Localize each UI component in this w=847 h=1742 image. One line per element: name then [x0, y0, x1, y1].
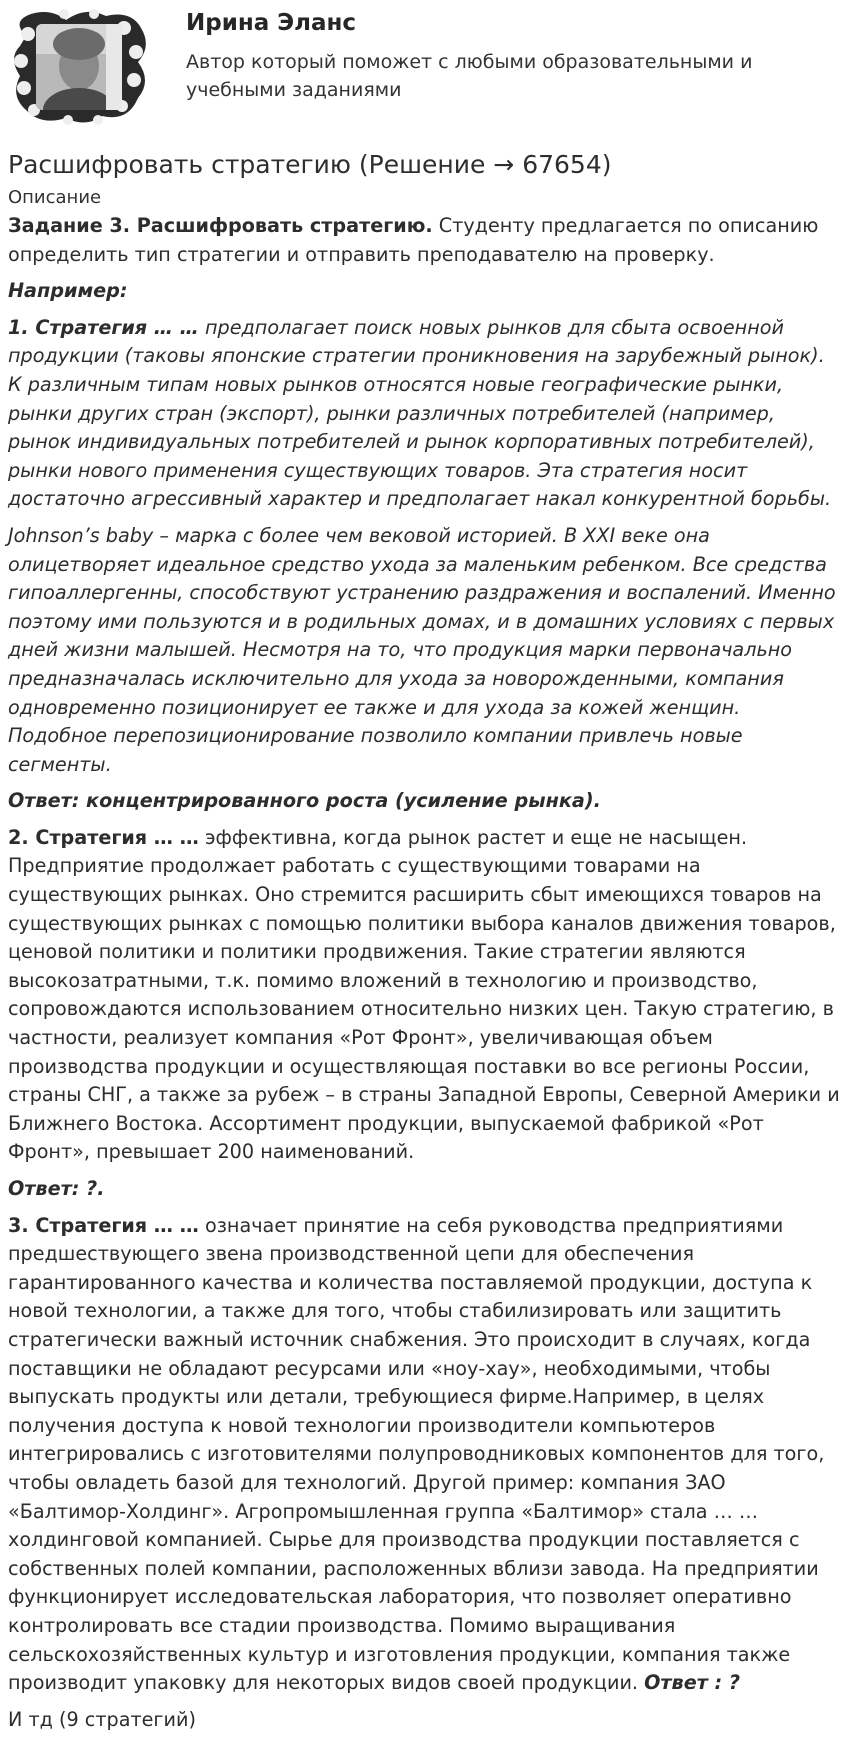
author-name[interactable]: Ирина Эланс — [186, 10, 357, 36]
strategy1-lead: 1. Стратегия … … — [8, 315, 199, 339]
author-description: Автор который поможет с любыми образовательными и учебными заданиями — [186, 51, 753, 101]
description-label: Описание — [8, 187, 102, 208]
strategy2-answer: Ответ: ?. — [8, 1177, 105, 1200]
author-card — [0, 0, 847, 135]
strategy3-answer: Ответ : ? — [644, 1671, 740, 1695]
strategy2-paragraph — [8, 824, 840, 1167]
strategy3-text: означает принятие на себя руководства предприятиями предшествующего звена производственной цепи для обеспечения гарантированного качества и количества поставляемой продукции, доступа к новой технологии, а также для того, чтобы стабилизировать или защитить стратегически важный источник снабжения. Это происходит в случаях, когда поставщики не обладают ресурсами или «ноу-хау», необходимыми, чтобы выпускать продукты или детали, требующиеся фирме.Например, в целях получения доступа к новой технологии производители компьютеров интегрировались с изготовителями полупроводниковых компонентов для того, чтобы овладеть базой для технологий. Другой пример: компания ЗАО «Балтимор-Холдинг». Агропромышленная группа «Балтимор» стала … … холдинговой компанией. Сырье для производства продукции поставляется с собственных полей компании, расположенных вблизи завода. На предприятии функционирует исследовательская лаборатория, что позволяет оперативно контролировать все стадии производства. Помимо выращивания сельскохозяйственных культур и изготовления продукции, компания также производит упаковку для некоторых видов своей продукции. — [8, 1213, 825, 1695]
strategy3-paragraph — [8, 1212, 840, 1698]
page-title: Расшифровать стратегию (Решение → 67654) — [8, 150, 612, 179]
example-label: Например: — [8, 279, 128, 303]
footer-text: И тд (9 стратегий) — [8, 1707, 196, 1731]
task-text: Студенту предлагается по описанию определить тип стратегии и отправить преподавателю на проверку. — [8, 214, 819, 266]
strategy1-example: Johnson’s baby – марка с более чем вековой историей. В XXI веке она олицетворяет идеальное средство ухода за маленьким ребенком. Все средства гипоаллергенны, способствуют устранению раздражения и воспалений. Именно поэтому ими пользуются и в родильных домах, и в домашних условиях с первых дней жизни малышей. Несмотря на то, что продукция марки первоначально предназначалась исключительно для ухода за новорожденными, компания одновременно позиционирует ее также и для ухода за кожей женщин. Подобное перепозиционирование позволило компании привлечь новые сегменты. — [8, 523, 836, 776]
strategy2-lead: 2. Стратегия … … — [8, 825, 199, 849]
avatar — [6, 6, 152, 128]
strategy3-lead: 3. Стратегия … … — [8, 1213, 199, 1237]
main-content — [8, 148, 840, 1742]
film-reel-avatar-icon — [6, 6, 152, 128]
strategy2-text: эффективна, когда рынок растет и еще не насыщен. Предприятие продолжает работать с существующими товарами на существующих рынках. Оно стремится расширить сбыт имеющихся товаров на существующих рынках с помощью политики выбора каналов движения товаров, ценовой политики и политики продвижения. Такие стратегии являются высокозатратными, т.к. помимо вложений в технологию и производство, сопровождаются использованием относительно низких цен. Такую стратегию, в частности, реализует компания «Рот Фронт», увеличивающая объем производства продукции и осуществляющая поставки во все регионы России, страны СНГ, а также за рубеж – в страны Западной Европы, Северной Америки и Ближнего Востока. Ассортимент продукции, выпускаемой фабрикой «Рот Фронт», превышает 200 наименований. — [8, 825, 840, 1164]
strategy1-paragraph — [8, 314, 840, 514]
task-title: Задание 3. Расшифровать стратегию. — [8, 214, 433, 237]
strategy1-text: предполагает поиск новых рынков для сбыта освоенной продукции (таковы японские стратегии проникновения на зарубежный рынок). К различным типам новых рынков относятся новые географические рынки, рынки других стран (экспорт), рынки различных потребителей (например, рынок индивидуальных потребителей и рынок корпоративных потребителей), рынки нового применения существующих товаров. Эта стратегия носит достаточно агрессивный характер и предполагает накал конкурентной борьбы. — [8, 315, 832, 511]
strategy1-answer: Ответ: концентрированного роста (усиление рынка). — [8, 789, 601, 813]
task-paragraph — [8, 212, 840, 269]
